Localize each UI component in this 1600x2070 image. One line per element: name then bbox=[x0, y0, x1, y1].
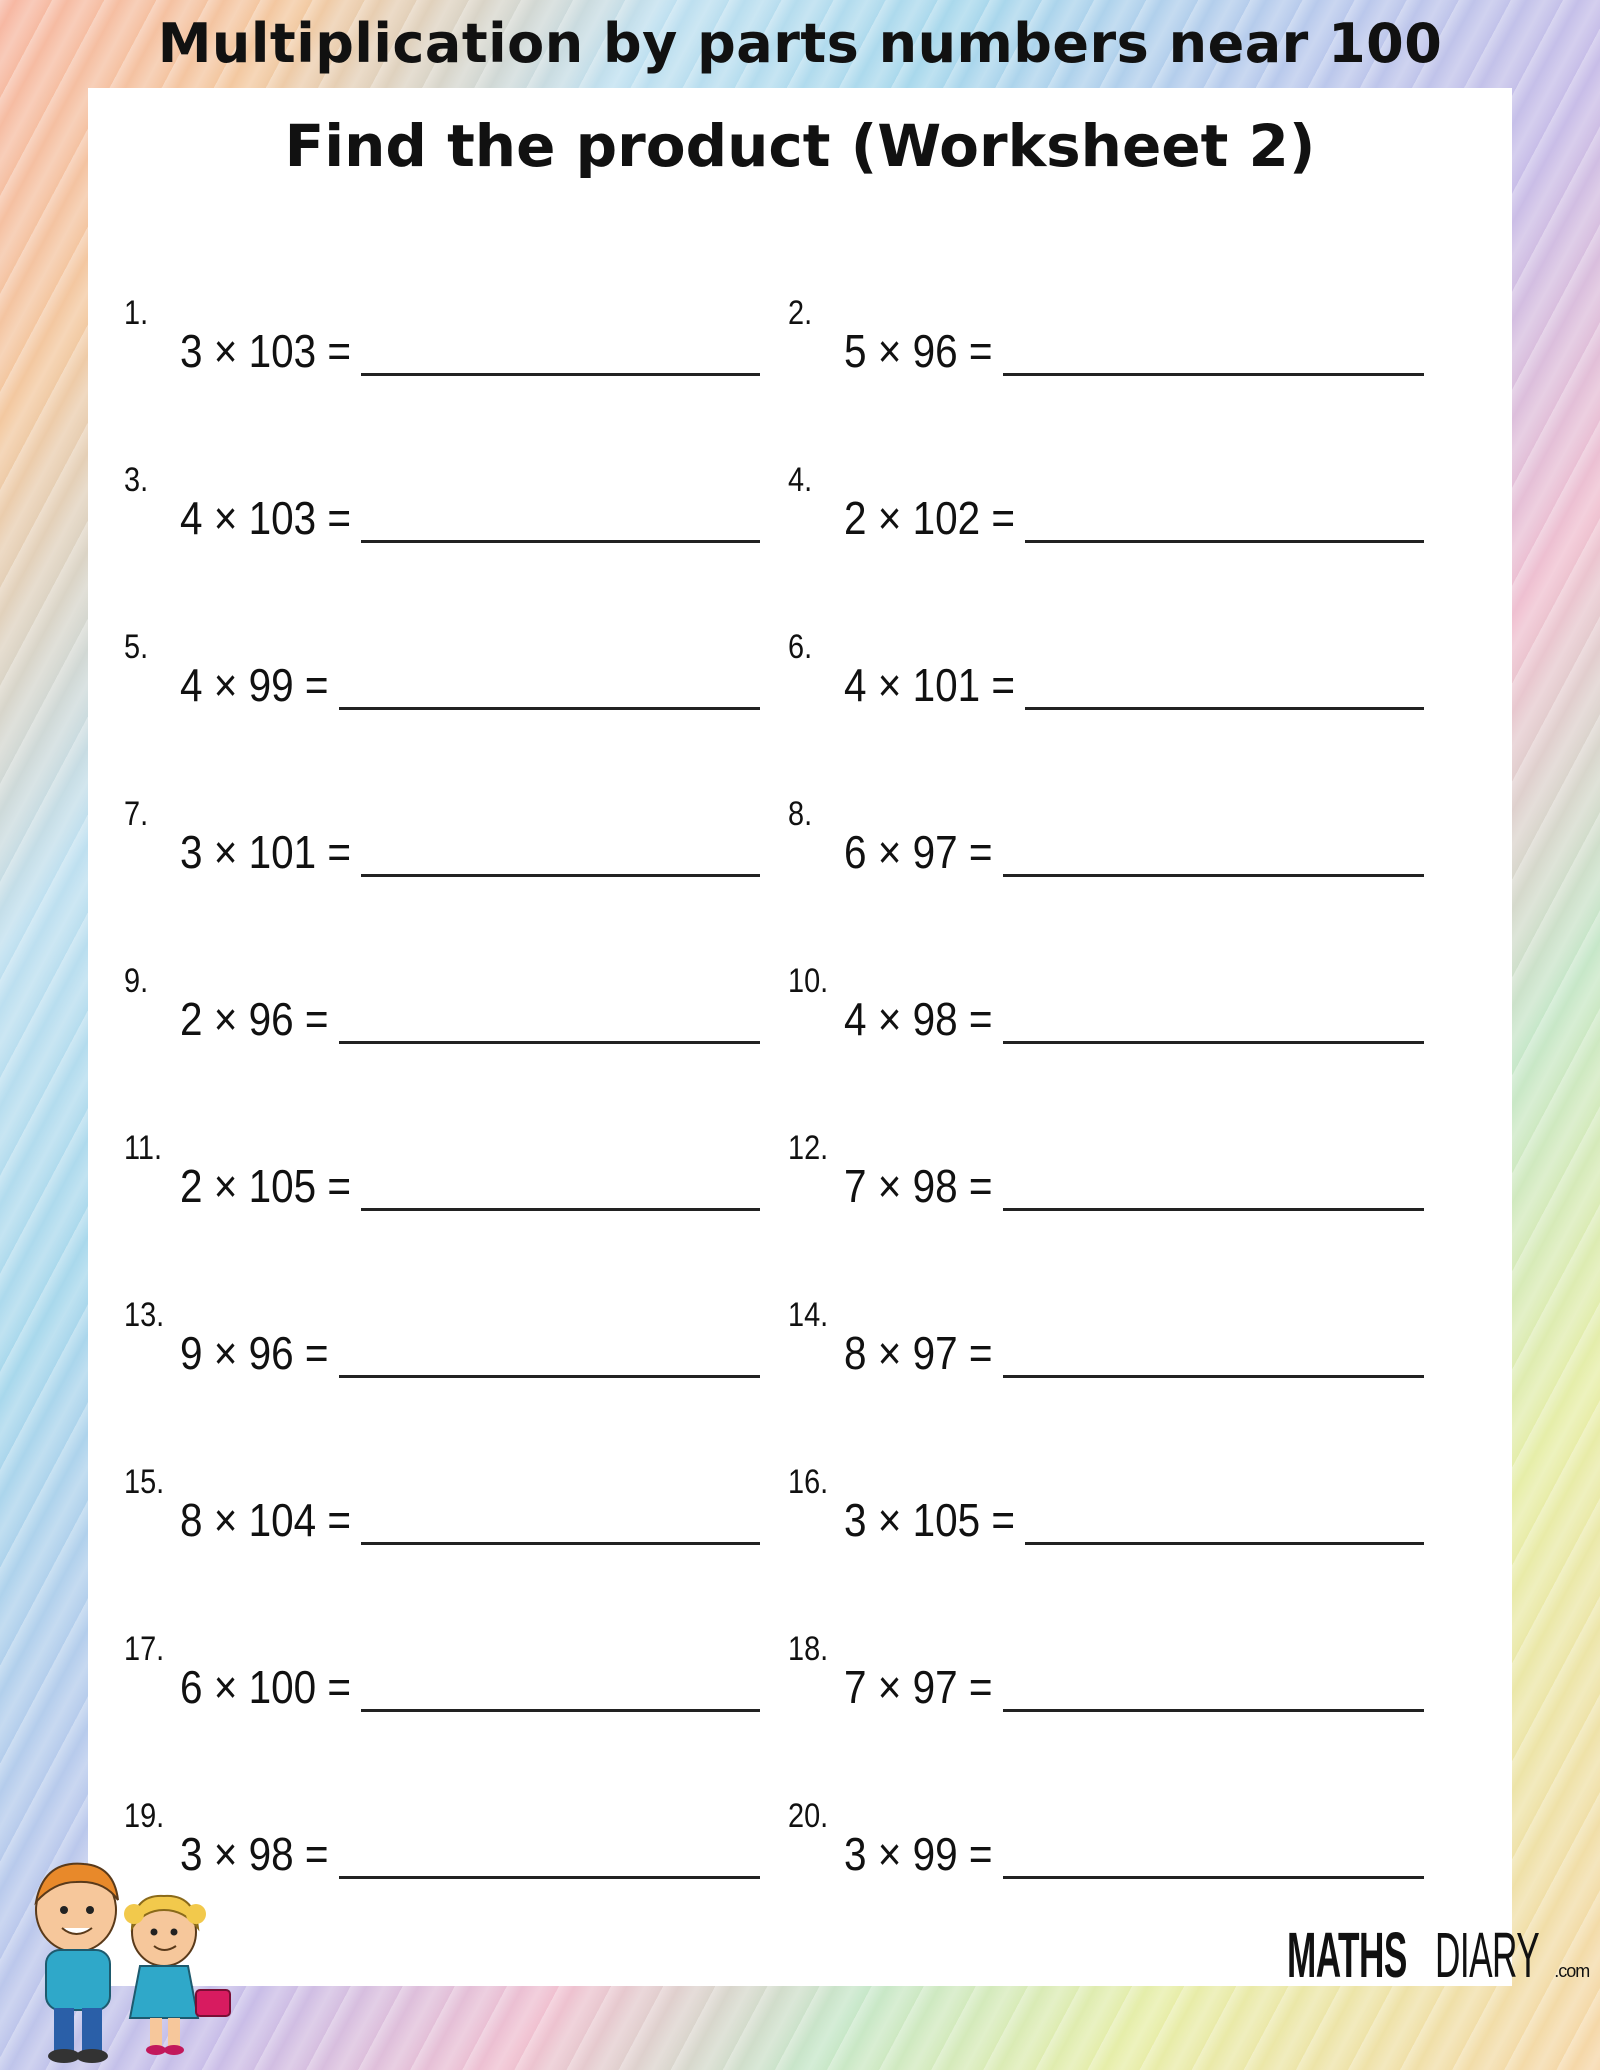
problem-expression: 8 × 104 = bbox=[180, 1494, 352, 1546]
answer-blank[interactable] bbox=[361, 1208, 760, 1211]
mathsdiary-logo: MATHS DIARY .com bbox=[1287, 1919, 1590, 1991]
problem-item bbox=[124, 457, 760, 547]
problem-number: 16. bbox=[788, 1463, 829, 1501]
problem-item bbox=[788, 1626, 1424, 1716]
problem-number: 5. bbox=[124, 628, 149, 666]
problem-number: 8. bbox=[788, 795, 813, 833]
answer-blank[interactable] bbox=[1003, 1876, 1424, 1879]
problem-expression: 4 × 98 = bbox=[844, 993, 993, 1045]
problem-number: 13. bbox=[124, 1296, 165, 1334]
problem-expression: 5 × 96 = bbox=[844, 325, 993, 377]
problem-expression: 7 × 98 = bbox=[844, 1160, 993, 1212]
problem-expression: 8 × 97 = bbox=[844, 1327, 993, 1379]
answer-blank[interactable] bbox=[1003, 373, 1424, 376]
problem-number: 17. bbox=[124, 1630, 165, 1668]
problem-number: 9. bbox=[124, 962, 149, 1000]
kids-illustration bbox=[14, 1840, 254, 2070]
problem-number: 1. bbox=[124, 294, 149, 332]
problem-number: 2. bbox=[788, 294, 813, 332]
problem-expression: 4 × 99 = bbox=[180, 659, 329, 711]
answer-blank[interactable] bbox=[1003, 874, 1424, 877]
problem-expression: 3 × 99 = bbox=[844, 1828, 993, 1880]
answer-blank[interactable] bbox=[1025, 540, 1424, 543]
answer-blank[interactable] bbox=[361, 1709, 760, 1712]
problem-expression: 6 × 100 = bbox=[180, 1661, 352, 1713]
problem-expression: 3 × 103 = bbox=[180, 325, 352, 377]
answer-blank[interactable] bbox=[361, 874, 760, 877]
problem-number: 19. bbox=[124, 1797, 165, 1835]
problem-number: 6. bbox=[788, 628, 813, 666]
problem-number: 3. bbox=[124, 461, 149, 499]
problem-expression: 4 × 101 = bbox=[844, 659, 1016, 711]
problem-item bbox=[788, 1125, 1424, 1215]
problem-expression: 3 × 98 = bbox=[180, 1828, 329, 1880]
worksheet-title: Multiplication by parts numbers near 100 bbox=[157, 12, 1443, 75]
problem-item bbox=[124, 1125, 760, 1215]
problem-number: 7. bbox=[124, 795, 149, 833]
problem-item bbox=[788, 457, 1424, 547]
problem-number: 15. bbox=[124, 1463, 165, 1501]
problem-number: 11. bbox=[124, 1129, 163, 1167]
problem-expression: 3 × 105 = bbox=[844, 1494, 1016, 1546]
problem-item bbox=[788, 958, 1424, 1048]
answer-blank[interactable] bbox=[1003, 1709, 1424, 1712]
problem-expression: 7 × 97 = bbox=[844, 1661, 993, 1713]
problem-item bbox=[124, 1626, 760, 1716]
problem-item bbox=[788, 1292, 1424, 1382]
worksheet-subtitle: Find the product (Worksheet 2) bbox=[284, 112, 1316, 180]
problem-item bbox=[124, 624, 760, 714]
answer-blank[interactable] bbox=[1003, 1375, 1424, 1378]
answer-blank[interactable] bbox=[339, 1876, 760, 1879]
problem-item bbox=[788, 624, 1424, 714]
problem-expression: 9 × 96 = bbox=[180, 1327, 329, 1379]
answer-blank[interactable] bbox=[339, 707, 760, 710]
problem-item bbox=[124, 1292, 760, 1382]
problem-item bbox=[124, 290, 760, 380]
answer-blank[interactable] bbox=[1003, 1041, 1424, 1044]
problem-number: 14. bbox=[788, 1296, 829, 1334]
problem-item bbox=[788, 290, 1424, 380]
problem-number: 10. bbox=[788, 962, 829, 1000]
problem-item bbox=[788, 791, 1424, 881]
problem-expression: 6 × 97 = bbox=[844, 826, 993, 878]
problem-item bbox=[788, 1793, 1424, 1883]
answer-blank[interactable] bbox=[1025, 707, 1424, 710]
answer-blank[interactable] bbox=[339, 1041, 760, 1044]
problem-number: 4. bbox=[788, 461, 813, 499]
answer-blank[interactable] bbox=[1025, 1542, 1424, 1545]
problem-number: 12. bbox=[788, 1129, 829, 1167]
answer-blank[interactable] bbox=[361, 1542, 760, 1545]
problem-number: 18. bbox=[788, 1630, 829, 1668]
problem-expression: 2 × 105 = bbox=[180, 1160, 352, 1212]
problem-item bbox=[124, 958, 760, 1048]
problem-item bbox=[788, 1459, 1424, 1549]
problem-expression: 2 × 96 = bbox=[180, 993, 329, 1045]
problem-expression: 2 × 102 = bbox=[844, 492, 1016, 544]
answer-blank[interactable] bbox=[1003, 1208, 1424, 1211]
problem-expression: 4 × 103 = bbox=[180, 492, 352, 544]
problem-expression: 3 × 101 = bbox=[180, 826, 352, 878]
answer-blank[interactable] bbox=[361, 373, 760, 376]
answer-blank[interactable] bbox=[339, 1375, 760, 1378]
problem-item bbox=[124, 791, 760, 881]
problem-item bbox=[124, 1459, 760, 1549]
problem-number: 20. bbox=[788, 1797, 829, 1835]
answer-blank[interactable] bbox=[361, 540, 760, 543]
